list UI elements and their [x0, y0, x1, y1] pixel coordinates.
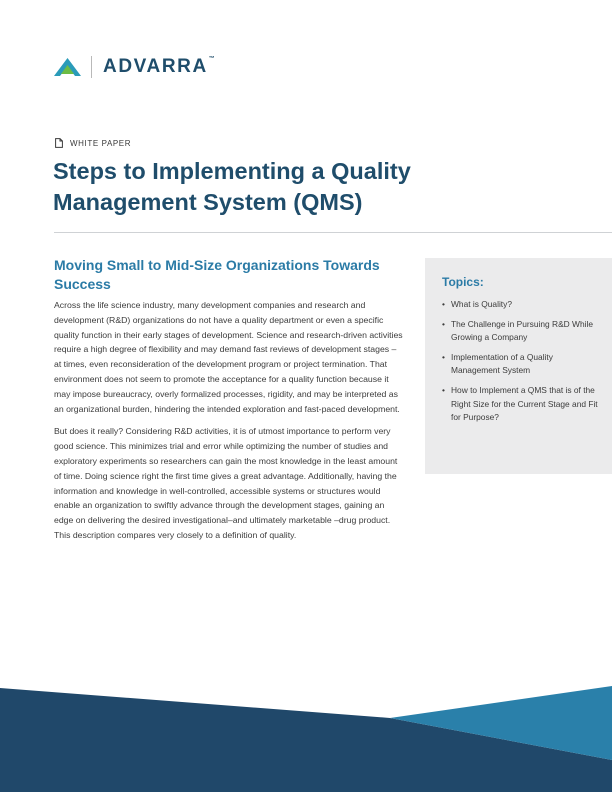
document-icon [55, 138, 63, 148]
brand-wordmark: ADVARRA™ [103, 56, 215, 77]
bullet-icon: • [442, 351, 445, 362]
logo-divider [91, 56, 92, 78]
topic-item: • The Challenge in Pursuing R&D While Growing a Company [442, 318, 593, 343]
topics-list [442, 298, 598, 425]
brand-logo [54, 54, 215, 80]
body-text [54, 298, 404, 551]
advarra-mark-icon [54, 58, 81, 76]
footer-graphic [0, 680, 612, 792]
footer-band [0, 680, 612, 792]
title-divider [54, 232, 612, 233]
bullet-icon: • [442, 318, 445, 329]
bullet-icon: • [442, 384, 445, 395]
topics-heading: Topics: [442, 275, 484, 289]
topic-item: • What is Quality? [442, 298, 598, 312]
bullet-icon: • [442, 299, 445, 309]
body-paragraph-1: Across the life science industry, many development companies and research and development (R&D) organizations do not have a quality department or even a specific quality function in their early stages of development. Science and research-driven activities require a high degree of flexibility and may demand fast reviews of development stages – at times, even reconsideration of the development program or project termination. That environment does not seem to promote the acceptance for a quality function because it may impose bureaucracy, overly formalized processes, rigidity, and may be interpreted as an organizational burden, hindering the intended exploration and fast-paced development. [54, 300, 403, 414]
doc-type-label [55, 138, 131, 148]
body-paragraph-2: But does it really? Considering R&D activities, it is of utmost importance to perform very good science. This minimizes trial and error while optimizing the number of studies and exploratory experiments so researchers can gain the most knowledge in the least amount of time. Doing science right the first time gives a great advantage. Additionally, having the information and knowledge in well-controlled, accessible systems or structures would enable an organization to swiftly advance through the development stages, gaining an edge on delivering the desired investigational–and ultimately marketable –drug product. This description compares very closely to a definition of quality. [54, 426, 398, 540]
topics-sidebar [425, 258, 612, 474]
topic-item: • How to Implement a QMS that is of the Right Size for the Current Stage and Fit for Purpose? [442, 384, 598, 423]
doc-type-text: WHITE PAPER [70, 138, 132, 148]
page-title: Steps to Implementing a Quality Management System (QMS) [53, 158, 411, 215]
section-heading: Moving Small to Mid-Size Organizations Towards Success [54, 257, 380, 292]
topic-item: • Implementation of a Quality Management System [442, 351, 553, 376]
